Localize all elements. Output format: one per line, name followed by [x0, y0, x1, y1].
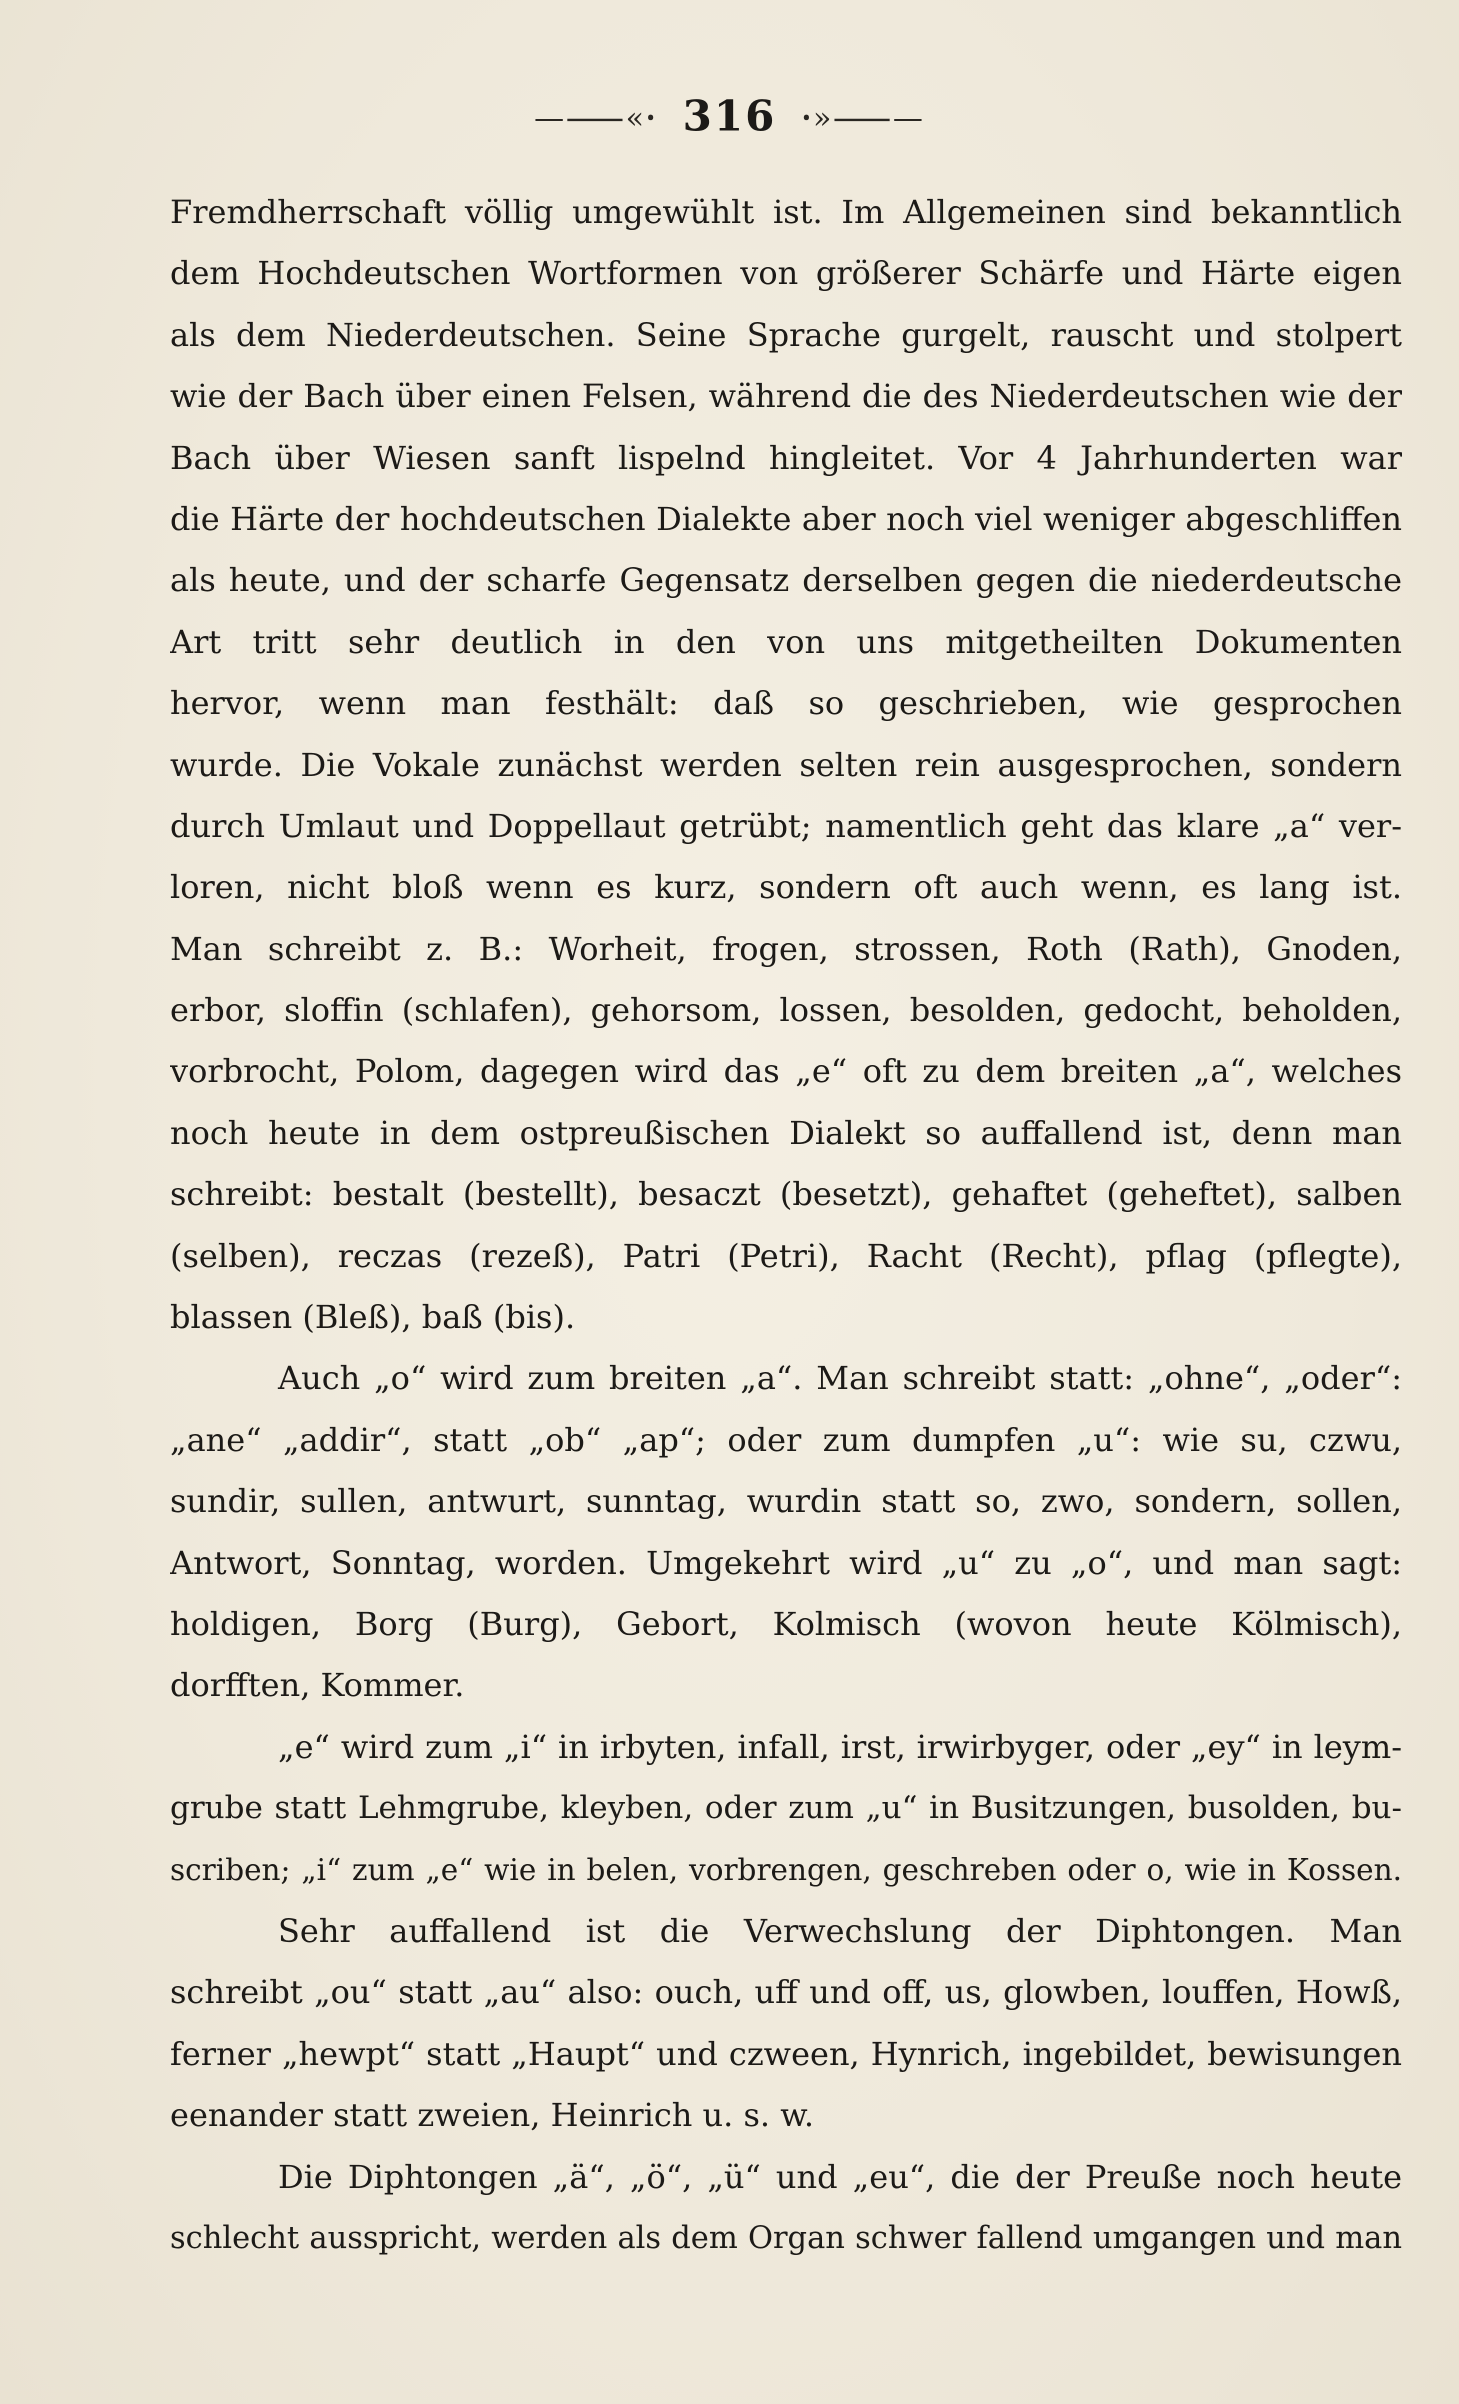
page-number: 316 [682, 91, 777, 141]
text-line: sundir, sullen, antwurt, sunntag, wurdin statt so, zwo, sondern, sollen, [170, 1482, 1402, 1521]
text-line: erbor, sloffin (schlafen), gehorsom, lossen, besolden, gedocht, beholden, [170, 991, 1402, 1030]
text-line: ferner „hewpt“ statt „Haupt“ und czween, Hynrich, ingebildet, bewisungen [170, 2034, 1402, 2073]
text-line: wie der Bach über einen Felsen, während die des Niederdeutschen wie der [170, 377, 1402, 416]
text-line: Die Diphtongen „ä“, „ö“, „ü“ und „eu“, die der Preuße noch heute [278, 2157, 1402, 2196]
text-line: schreibt: bestalt (bestellt), besaczt (besetzt), gehaftet (geheftet), salben [170, 1175, 1402, 1214]
text-line: als heute, und der scharfe Gegensatz derselben gegen die niederdeutsche [170, 561, 1402, 600]
text-line: holdigen, Borg (Burg), Gebort, Kolmisch (wovon heute Kölmisch), [170, 1604, 1402, 1643]
text-line: Sehr auffallend ist die Verwechslung der Diphtongen. Man [278, 1911, 1402, 1950]
text-line: vorbrocht, Polom, dagegen wird das „e“ oft zu dem breiten „a“, welches [170, 1052, 1402, 1091]
text-line: schlecht ausspricht, werden als dem Organ schwer fallend umgangen und man [170, 2220, 1402, 2256]
text-line: „e“ wird zum „i“ in irbyten, infall, irst, irwirbyger, oder „ey“ in leym- [278, 1727, 1402, 1766]
text-line: dem Hochdeutschen Wortformen von größerer Schärfe und Härte eigen [170, 254, 1402, 293]
text-line: Art tritt sehr deutlich in den von uns mitgetheilten Dokumenten [170, 622, 1402, 661]
text-line: wurde. Die Vokale zunächst werden selten rein ausgesprochen, sondern [170, 745, 1402, 784]
text-line: als dem Niederdeutschen. Seine Sprache gurgelt, rauscht und stolpert [170, 315, 1402, 354]
text-line: Bach über Wiesen sanft lispelnd hingleitet. Vor 4 Jahrhunderten war [170, 438, 1402, 477]
text-line: hervor, wenn man festhält: daß so geschrieben, wie gesprochen [170, 684, 1402, 723]
text-line: Auch „o“ wird zum breiten „a“. Man schreibt statt: „ohne“, „oder“: [278, 1359, 1402, 1398]
page-header [0, 88, 1459, 141]
body-text [170, 182, 1402, 2269]
text-line: eenander statt zweien, Heinrich u. s. w. [170, 2096, 815, 2135]
text-line: Fremdherrschaft völlig umgewühlt ist. Im Allgemeinen sind bekanntlich [170, 193, 1402, 231]
text-line: die Härte der hochdeutschen Dialekte aber noch viel weniger abgeschliffen [170, 499, 1402, 538]
text-line: loren, nicht bloß wenn es kurz, sondern oft auch wenn, es lang ist. [170, 868, 1402, 907]
header-ornament-left: —⸺«ꞏ [534, 100, 658, 136]
text-line: noch heute in dem ostpreußischen Dialekt so auffallend ist, denn man [170, 1113, 1402, 1152]
text-line: grube statt Lehmgrube, kleyben, oder zum „u“ in Busitzungen, busolden, bu- [170, 1790, 1402, 1827]
text-line: Man schreibt z. B.: Worheit, frogen, strossen, Roth (Rath), Gnoden, [170, 929, 1402, 968]
header-ornament-right: ꞏ»⸺— [801, 100, 925, 136]
text-line: durch Umlaut und Doppellaut getrübt; namentlich geht das klare „a“ ver- [170, 806, 1402, 845]
text-line: „ane“ „addir“, statt „ob“ „ap“; oder zum dumpfen „u“: wie su, czwu, [170, 1420, 1402, 1459]
text-line: blassen (Bleß), baß (bis). [170, 1298, 576, 1337]
text-line: schreibt „ou“ statt „au“ also: ouch, uff und off, us, glowben, louffen, Howß, [170, 1973, 1402, 2012]
text-line: (selben), reczas (rezeß), Patri (Petri), Racht (Recht), pflag (pflegte), [170, 1236, 1402, 1275]
text-line: scriben; „i“ zum „e“ wie in belen, vorbrengen, geschreben oder o, wie in Kossen. [170, 1852, 1402, 1887]
text-line: Antwort, Sonntag, worden. Umgekehrt wird „u“ zu „o“, und man sagt: [170, 1543, 1402, 1582]
text-line: dorfften, Kommer. [170, 1666, 465, 1705]
